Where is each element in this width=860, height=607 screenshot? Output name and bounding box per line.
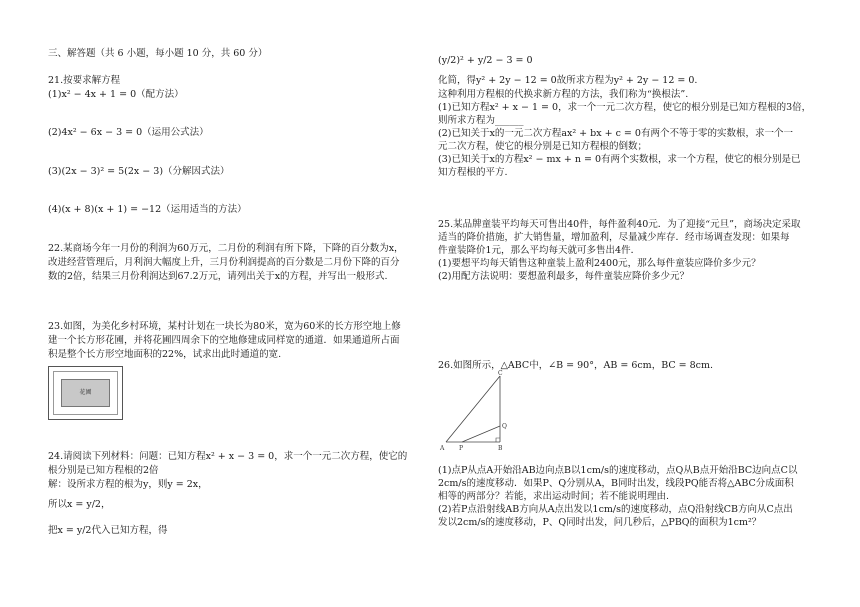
q26-line3: 相等的两部分？若能，求出运动时间；若不能说明理由. bbox=[438, 491, 670, 502]
side-ac bbox=[446, 376, 500, 442]
q25-line3: 件童装降价1元，那么平均每天就可多售出4件． bbox=[438, 245, 641, 256]
q24-line3: 解：设所求方程的根为y，则y = 2x， bbox=[48, 479, 208, 490]
q25-line5: (2)用配方法说明：要想盈利最多，每件童装应降价多少元？ bbox=[438, 271, 689, 282]
q24-line4: 所以x = y/2， bbox=[48, 499, 111, 510]
q24-line2: 根分别是已知方程根的2倍 bbox=[48, 465, 159, 476]
q22-line3: 数的2倍，结果三月份利润达到67.2万元，请列出关于x的方程，并写出一般形式. bbox=[48, 271, 388, 282]
q26-line2: 2cm/s的速度移动．如果P、Q分别从A，B同时出发，线段PQ能否将△ABC分成面积 bbox=[438, 478, 794, 489]
segment-pq bbox=[462, 426, 500, 442]
q26-line5: 发以2cm/s的速度移动，P、Q同时出发，问几秒后，△PBQ的面积为1cm²？ bbox=[438, 517, 762, 528]
q25-line4: (1)要想平均每天销售这种童装上盈利2400元，那么每件童装应降价多少元？ bbox=[438, 258, 761, 269]
q25-line1: 25.某品牌童装平均每天可售出40件，每件盈利40元．为了迎接“元旦”，商场决定采取 bbox=[438, 219, 801, 230]
label-p: P bbox=[459, 445, 464, 452]
q24-cont-line2: 这种利用方程根的代换求新方程的方法，我们称为“换根法”. bbox=[438, 89, 689, 100]
q24-cont-line5: (2)已知关于x的一元二次方程ax² + bx + c = 0有两个不等于零的实数根，求一个一 bbox=[438, 128, 793, 139]
q21-title: 21.按要求解方程 bbox=[48, 75, 121, 86]
q21-part4: (4)(x + 8)(x + 1) = −12（运用适当的方法） bbox=[48, 204, 247, 215]
triangle-figure bbox=[438, 368, 510, 454]
q23-line3: 积是整个长方形空地面积的22%，试求出此时通道的宽. bbox=[48, 349, 282, 360]
section-header: 三、解答题（共 6 小题，每小题 10 分，共 60 分） bbox=[48, 48, 268, 59]
q23-line2: 建一个长方形花圃，并将花圃四周余下的空地修建成同样宽的通道．如果通道所占面 bbox=[48, 335, 400, 346]
q22-line1: 22.某商场今年一月份的利润为60万元，二月份的利润有所下降，下降的百分数为x， bbox=[48, 243, 404, 254]
q21-part1: (1)x² − 4x + 1 = 0（配方法） bbox=[48, 89, 184, 100]
q24-cont-line3: (1)已知方程x² + x − 1 = 0，求一个一元二次方程，使它的根分别是已知方程根的3倍， bbox=[438, 102, 812, 113]
q24-line1: 24.请阅读下列材料：问题：已知方程x² + x − 3 = 0，求一个一元二次方程，使它的 bbox=[48, 451, 408, 462]
q24-cont-line7: (3)已知关于x的方程x² − mx + n = 0有两个实数根，求一个方程，使它的根分别是已 bbox=[438, 154, 801, 165]
label-q: Q bbox=[502, 423, 507, 430]
q24-cont-equation: (y/2)² + y/2 − 3 = 0 bbox=[438, 55, 533, 66]
q24-cont-line6: 元二次方程，使它的根分别是已知方程根的倒数； bbox=[438, 141, 648, 152]
label-a: A bbox=[440, 445, 445, 452]
q24-cont-line4: 则所求方程为______ bbox=[438, 115, 524, 126]
q26-line1: (1)点P从点A开始沿AB边向点B以1cm/s的速度移动，点Q从B点开始沿BC边向点C以 bbox=[438, 465, 798, 476]
q21-part2: (2)4x² − 6x − 3 = 0（运用公式法） bbox=[48, 127, 209, 138]
garden-figure bbox=[48, 366, 123, 420]
q24-line5: 把x = y/2代入已知方程，得 bbox=[48, 525, 168, 536]
q23-line1: 23.如图，为美化乡村环境，某村计划在一块长为80米，宽为60米的长方形空地上修 bbox=[48, 321, 401, 332]
label-b: B bbox=[498, 445, 503, 452]
right-angle-mark bbox=[496, 438, 500, 442]
q22-line2: 改进经营管理后，月利润大幅度上升，三月份利润提高的百分数是二月份下降的百分 bbox=[48, 257, 400, 268]
garden-flowerbed: 花圃 bbox=[61, 379, 110, 407]
q24-cont-line8: 知方程根的平方. bbox=[438, 167, 508, 178]
label-c: C bbox=[498, 370, 503, 377]
q25-line2: 适当的降价措施，扩大销售量，增加盈利，尽量减少库存．经市场调查发现：如果每 bbox=[438, 232, 790, 243]
q26-line4: (2)若P点沿射线AB方向从A点出发以1cm/s的速度移动，点Q沿射线CB方向从C点出 bbox=[438, 504, 793, 515]
q21-part3: (3)(2x − 3)² = 5(2x − 3)（分解因式法） bbox=[48, 166, 230, 177]
q24-cont-line1: 化简，得y² + 2y − 12 = 0故所求方程为y² + 2y − 12 = 0. bbox=[438, 75, 698, 86]
q26-title: 26.如图所示，△ABC中，∠B = 90°，AB = 6cm，BC = 8cm. bbox=[438, 360, 714, 371]
